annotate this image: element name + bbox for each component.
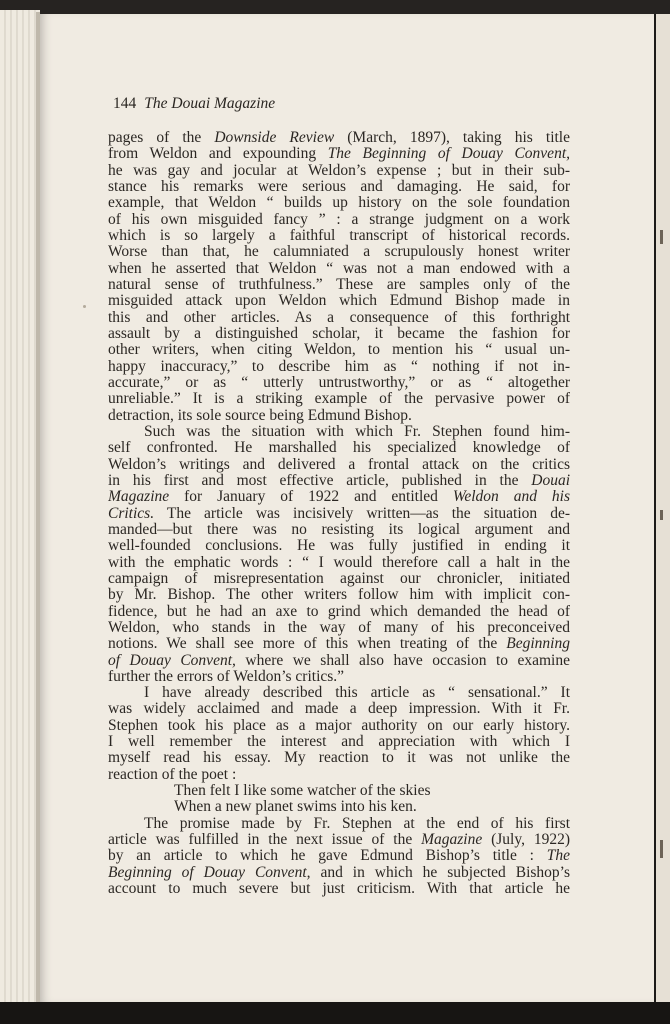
page-speck <box>83 305 86 308</box>
text-span: manded—but there was no resisting its logical argument and <box>108 521 570 538</box>
text-line <box>108 244 570 260</box>
text-span: I well remember the interest and appreciation with which I <box>108 734 570 751</box>
text-span: by Mr. Bishop. The other writers follow him with implicit con- <box>108 587 570 604</box>
text-span: The promise made by Fr. Stephen at the end of his first <box>144 815 570 832</box>
text-span: pages of the <box>108 130 215 146</box>
text-line <box>108 653 570 669</box>
edge-mark <box>660 840 663 858</box>
body-text <box>108 130 570 897</box>
verse-line <box>108 799 570 815</box>
scan-top-edge <box>0 0 670 14</box>
text-line <box>108 293 570 309</box>
running-head <box>113 95 573 117</box>
text-span: detraction, its sole source being Edmund Bishop. <box>108 407 412 424</box>
text-line <box>108 718 570 734</box>
text-line <box>108 685 570 701</box>
text-line <box>108 848 570 864</box>
text-span: other writers, when citing Weldon, to mention his “ usual un- <box>108 342 570 359</box>
text-span: campaign of misrepresentation against our chronicler, initiated <box>108 570 570 587</box>
text-line <box>108 506 570 522</box>
page-number: 144 <box>113 95 137 112</box>
text-span: unreliable.” It is a striking example of the pervasive power of <box>108 391 570 408</box>
text-line <box>108 669 570 685</box>
text-span: The article was incisively written—as the situation de- <box>154 505 570 522</box>
running-title: The Douai Magazine <box>144 95 276 112</box>
text-line <box>108 408 570 424</box>
italic-span: Magazine <box>421 832 483 849</box>
italic-span: Douai <box>531 472 570 489</box>
text-line <box>108 620 570 636</box>
text-span: where we shall also have occasion to examine <box>235 652 570 669</box>
text-span: by an article to which he gave Edmund Bishop’s title : <box>108 848 547 865</box>
text-line <box>108 473 570 489</box>
text-line <box>108 277 570 293</box>
italic-span: Beginning <box>506 636 570 653</box>
text-span: myself read his essay. My reaction to it was not unlike the <box>108 750 570 767</box>
text-span: account to much severe but just criticism. With that article he <box>108 881 570 898</box>
text-span: natural sense of truthfulness.” These are samples only of the <box>108 276 570 293</box>
scan-bottom-edge <box>0 1002 670 1024</box>
text-span: I have already described this article as “ sensational.” It <box>144 685 570 702</box>
text-line <box>108 555 570 571</box>
text-line <box>108 146 570 162</box>
text-line <box>108 701 570 717</box>
text-span: which is so largely a faithful transcript of historical records. <box>108 227 570 244</box>
text-line <box>108 440 570 456</box>
text-span: when he asserted that Weldon “ was not a man endowed with a <box>108 260 570 277</box>
page-right-shadow <box>654 14 656 1002</box>
text-span: in his first and most effective article, published in the <box>108 472 532 489</box>
text-span: Weldon’s writings and delivered a frontal attack on the critics <box>108 456 570 473</box>
text-line <box>108 212 570 228</box>
edge-mark <box>660 230 663 244</box>
text-span: Then felt I like some watcher of the skies <box>174 783 431 800</box>
text-line <box>108 489 570 505</box>
text-span: self confronted. He marshalled his specialized knowledge of <box>108 440 570 457</box>
text-line <box>108 359 570 375</box>
text-line <box>108 750 570 766</box>
text-line <box>108 228 570 244</box>
text-line <box>108 571 570 587</box>
text-line <box>108 375 570 391</box>
text-line <box>108 865 570 881</box>
text-line <box>108 424 570 440</box>
text-span: of his own misguided fancy ” : a strange judgment on a work <box>108 211 570 228</box>
text-line <box>108 767 570 783</box>
text-line <box>108 163 570 179</box>
text-span: from Weldon and expounding <box>108 146 328 163</box>
text-span: (July, 1922) <box>482 832 570 849</box>
italic-span: Weldon and his <box>452 489 570 506</box>
text-span: with the emphatic words : “ I would therefore call a halt in the <box>108 554 570 571</box>
italic-span: Downside Review <box>214 130 335 146</box>
text-line <box>108 310 570 326</box>
text-line <box>108 179 570 195</box>
text-line <box>108 130 570 146</box>
text-line <box>108 391 570 407</box>
text-span: further the errors of Weldon’s critics.” <box>108 668 345 685</box>
text-line <box>108 457 570 473</box>
text-span: fidence, but he had an axe to grind which demanded the head of <box>108 603 570 620</box>
italic-span: Critics. <box>108 505 155 522</box>
text-span: accurate,” or as “ utterly untrustworthy,” or as “ altogether <box>108 374 570 391</box>
text-span: notions. We shall see more of this when treating of the <box>108 636 507 653</box>
text-span: reaction of the poet : <box>108 766 237 783</box>
text-line <box>108 195 570 211</box>
text-line <box>108 881 570 897</box>
verse-line <box>108 783 570 799</box>
italic-span: The <box>546 848 570 865</box>
text-line <box>108 342 570 358</box>
text-line <box>108 816 570 832</box>
text-line <box>108 832 570 848</box>
italic-span: Beginning of Douay Convent, <box>108 864 311 881</box>
text-span: (March, 1897), taking his title <box>334 130 570 146</box>
text-line <box>108 636 570 652</box>
text-line <box>108 538 570 554</box>
text-span: misguided attack upon Weldon which Edmund Bishop made in <box>108 293 570 310</box>
text-span: Such was the situation with which Fr. Stephen found him- <box>144 423 570 440</box>
text-line <box>108 734 570 750</box>
text-line <box>108 587 570 603</box>
text-line <box>108 604 570 620</box>
text-span: and in which he subjected Bishop’s <box>310 864 570 881</box>
edge-mark <box>660 510 663 520</box>
text-line <box>108 522 570 538</box>
text-span: example, that Weldon “ builds up history on the sole foundation <box>108 195 570 212</box>
text-span: stance his remarks were serious and damaging. He said, for <box>108 178 570 195</box>
text-span: was widely acclaimed and made a deep impression. With it Fr. <box>108 701 570 718</box>
text-span: Weldon, who stands in the way of many of his preconceived <box>108 619 570 636</box>
text-span: he was gay and jocular at Weldon’s expense ; but in their sub- <box>108 162 570 179</box>
text-line <box>108 261 570 277</box>
text-span: for January of 1922 and entitled <box>169 489 453 506</box>
page-stack-edge <box>0 10 40 1005</box>
text-span: this and other articles. As a consequence of this forthright <box>108 309 570 326</box>
text-span: well-founded conclusions. He was fully justified in ending it <box>108 538 570 555</box>
italic-span: of Douay Convent, <box>108 652 236 669</box>
text-span: Worse than that, he calumniated a scrupulously honest writer <box>108 244 570 261</box>
text-span: Stephen took his place as a major authority on our early history. <box>108 717 570 734</box>
italic-span: The Beginning of Douay Convent, <box>327 146 570 163</box>
text-span: assault by a distinguished scholar, it became the fashion for <box>108 325 570 342</box>
text-span: happy inaccuracy,” to describe him as “ nothing if not in- <box>108 358 570 375</box>
text-span: article was fulfilled in the next issue of the <box>108 832 422 849</box>
italic-span: Magazine <box>108 489 170 506</box>
text-line <box>108 326 570 342</box>
text-span: When a new planet swims into his ken. <box>174 799 417 816</box>
